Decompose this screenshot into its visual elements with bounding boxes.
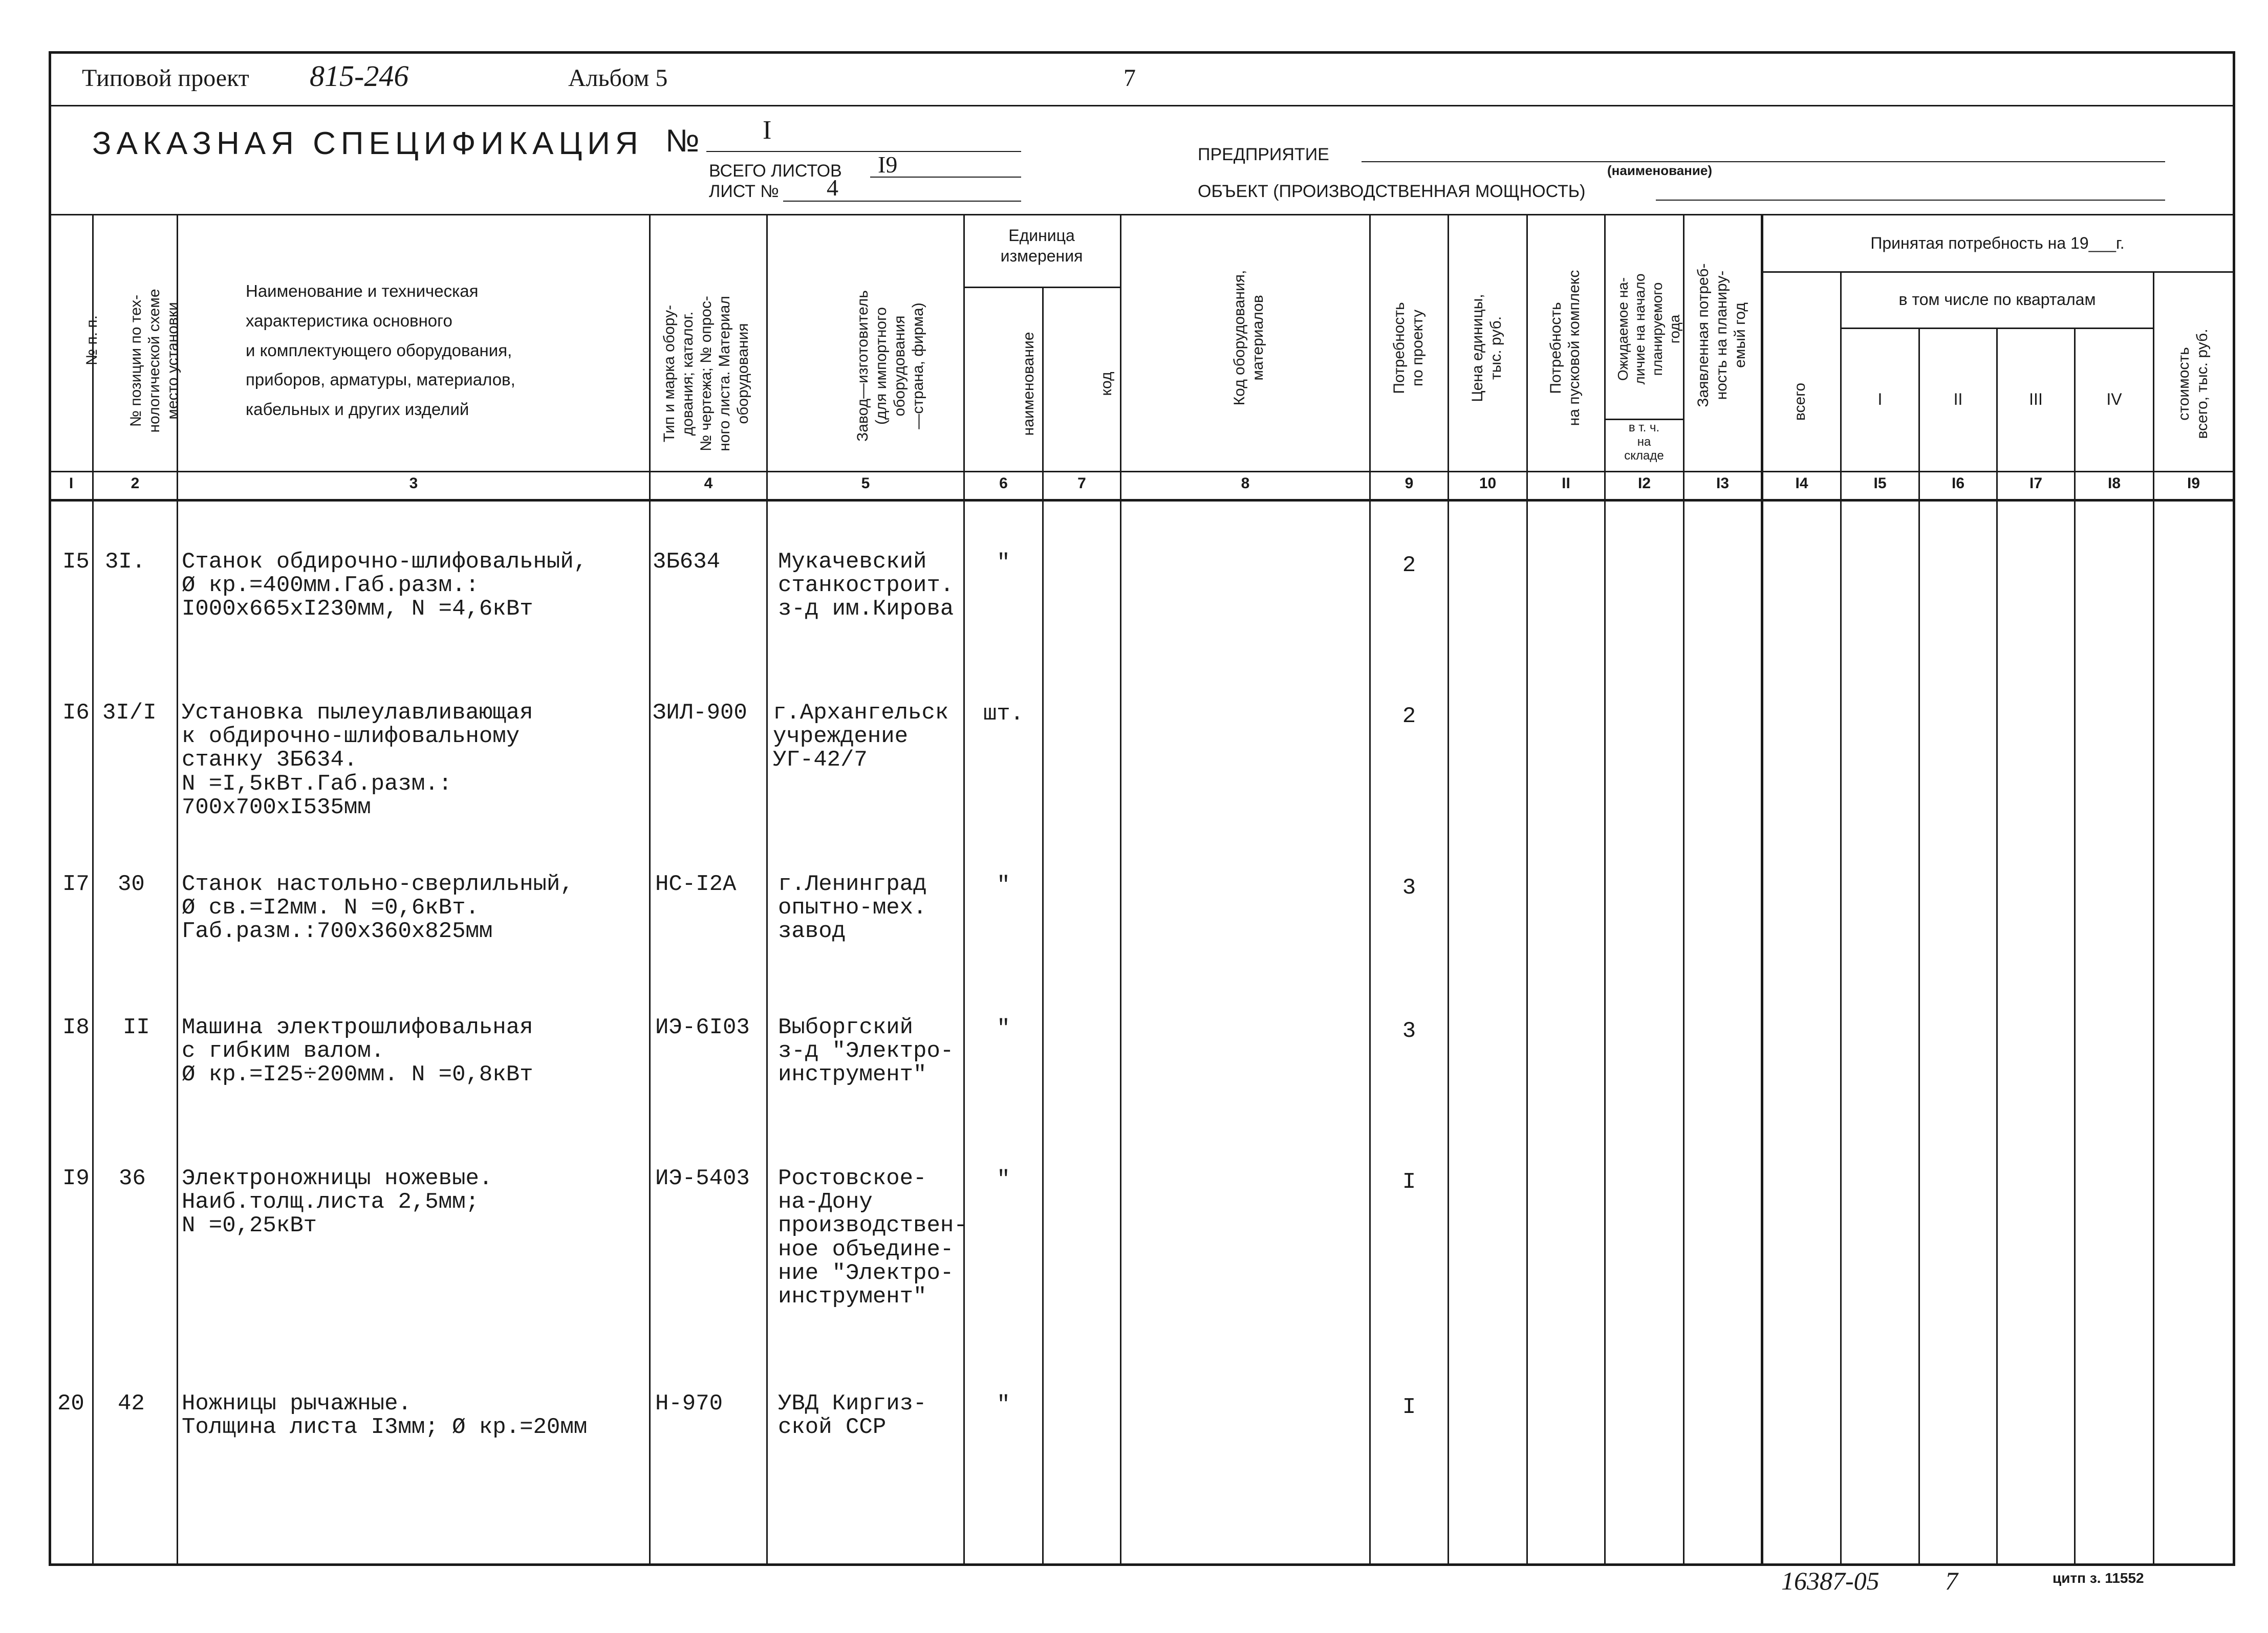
- col-header-type: Тип и марка обору- дования; каталог. № чертежа; № опрос- ного листа. Материал оборудования: [661, 296, 751, 451]
- col-header-unit-name: наименование: [1020, 332, 1037, 436]
- total-sheets-label: ВСЕГО ЛИСТОВ: [709, 161, 842, 181]
- row-type: 3Б634: [653, 549, 721, 575]
- project-number: 815-246: [310, 59, 409, 93]
- row-unit: ": [997, 873, 1010, 898]
- col-header-name: Наименование и техническая характеристика основного и комплектующего оборудования, приборов, арматуры, материалов, кабельных и других изделий: [246, 281, 515, 419]
- row-pp: I9: [62, 1166, 90, 1191]
- colnum-2: 2: [131, 475, 140, 492]
- row-qty: 2: [1402, 553, 1416, 578]
- object-underline: [1656, 200, 2165, 201]
- col-line-15: [1918, 328, 1920, 1563]
- colnum-13: I3: [1716, 475, 1730, 492]
- colnum-3: 3: [409, 475, 418, 492]
- row-unit: ": [997, 1016, 1010, 1041]
- row-maker: г.Архангельск учреждение УГ-42/7: [773, 700, 949, 773]
- accepted-subheader-line: [1761, 271, 2233, 273]
- frame-left: [49, 51, 51, 1566]
- col-line-17: [2074, 328, 2076, 1563]
- total-sheets-value: I9: [878, 151, 898, 178]
- colnum-19: I9: [2187, 475, 2200, 492]
- footer-doc-number: 16387-05: [1781, 1566, 1880, 1595]
- row-maker: Мукачевский станкостроит. з-д им.Кирова: [778, 549, 954, 622]
- title-block-divider: [49, 214, 2234, 215]
- colnum-18: I8: [2107, 475, 2121, 492]
- object-label: ОБЪЕКТ (ПРОИЗВОДСТВЕННАЯ МОЩНОСТЬ): [1198, 182, 1586, 201]
- footer-page-number: 7: [1945, 1566, 1958, 1595]
- row-position: 42: [118, 1391, 145, 1417]
- colnum-5: 5: [861, 475, 870, 492]
- colnum-4: 4: [704, 475, 713, 492]
- colnum-10: 10: [1479, 475, 1497, 492]
- page-number-top: 7: [1124, 64, 1136, 92]
- col-header-unit-price: Цена единицы, тыс. руб.: [1469, 294, 1504, 402]
- row-name: Станок обдирочно-шлифовальный, Ø кр.=400мм.Габ.разм.: I000x665xI230мм, N =4,6кВт: [182, 549, 588, 622]
- colnum-12: I2: [1637, 475, 1651, 492]
- row-qty: 3: [1402, 1018, 1416, 1044]
- col-header-q1: I: [1877, 390, 1883, 408]
- row-unit: ": [997, 550, 1010, 576]
- row-pp: I7: [62, 872, 90, 897]
- row-position: 3I.: [105, 549, 146, 575]
- row-name: Машина электрошлифовальная с гибким валом. Ø кр.=I25÷200мм. N =0,8кВт: [182, 1015, 533, 1088]
- sheet-value: 4: [827, 175, 838, 201]
- colnum-7: 7: [1077, 475, 1086, 492]
- col-line-16: [1996, 328, 1998, 1563]
- col-line-18: [2153, 271, 2154, 1563]
- top-strip-divider: [49, 105, 2234, 106]
- row-type: ИЭ-6I03: [655, 1015, 750, 1040]
- row-maker: Ростовское- на-Дону производствен- ное объедине- ние "Электро- инструмент": [778, 1166, 967, 1310]
- spec-no-value: I: [763, 116, 772, 145]
- row-unit: ": [997, 1392, 1010, 1418]
- col-line-10: [1526, 214, 1528, 1563]
- colnum-17: I7: [2029, 475, 2043, 492]
- row-name: Ножницы рычажные. Толщина листа I3мм; Ø кр.=20мм: [182, 1391, 588, 1441]
- col-header-position: № позиции по тех- нологической схеме место установки: [127, 289, 181, 433]
- naming-caption: (наименование): [1607, 163, 1712, 178]
- col-line-11: [1604, 214, 1606, 1563]
- frame-bottom: [49, 1563, 2234, 1566]
- col-header-project-need: Потребность по проекту: [1391, 302, 1426, 394]
- row-name: Установка пылеулавливающая к обдирочно-шлифовальному станку 3Б634. N =I,5кВт.Габ.разм.: 700x700xI535мм: [182, 700, 533, 820]
- spec-no-label: №: [665, 123, 700, 159]
- footer-stamp: цитп з. 11552: [2053, 1570, 2144, 1586]
- row-unit: шт.: [983, 701, 1024, 727]
- col-header-q3: III: [2029, 390, 2043, 408]
- sheet-label: ЛИСТ №: [709, 182, 779, 201]
- colnum-14: I4: [1795, 475, 1808, 492]
- col-header-q2: II: [1953, 390, 1963, 408]
- album-label: Альбом 5: [568, 64, 668, 92]
- col-header-total: всего: [1791, 382, 1808, 421]
- row-pp: I6: [62, 700, 90, 726]
- row-position: 3I/I: [102, 700, 157, 726]
- row-unit: ": [997, 1167, 1010, 1192]
- colnum-15: I5: [1873, 475, 1887, 492]
- project-label: Типовой проект: [82, 64, 249, 92]
- header-bottom-line: [49, 471, 2234, 472]
- col-line-13: [1761, 214, 1763, 1563]
- col-line-9: [1448, 214, 1449, 1563]
- col-header-warehouse: в т. ч. на складе: [1624, 421, 1664, 463]
- col-header-q4: IV: [2106, 390, 2122, 408]
- numbers-row-bottom-line: [49, 499, 2234, 502]
- col-header-cost: стоимость всего, тыс. руб.: [2175, 329, 2211, 439]
- col-header-launch-need: Потребность на пусковой комплекс: [1547, 270, 1583, 426]
- row-qty: 2: [1402, 704, 1416, 729]
- spec-no-underline: [706, 151, 1021, 152]
- col-header-equipment-code: Код оборудования, материалов: [1231, 270, 1266, 406]
- col-header-quarters: в том числе по кварталам: [1898, 290, 2096, 309]
- row-position: 30: [118, 872, 145, 897]
- row-type: ИЭ-5403: [655, 1166, 750, 1191]
- row-pp: I8: [62, 1015, 90, 1040]
- col-header-accepted: Принятая потребность на 19___г.: [1870, 234, 2125, 252]
- row-qty: 3: [1402, 875, 1416, 901]
- row-qty: I: [1402, 1395, 1416, 1420]
- sheet-underline: [783, 201, 1021, 202]
- colnum-6: 6: [999, 475, 1008, 492]
- colnum-8: 8: [1241, 475, 1250, 492]
- col-header-pp: № п. п.: [83, 315, 100, 366]
- row-type: ЗИЛ-900: [653, 700, 747, 726]
- total-sheets-underline: [870, 177, 1021, 178]
- row-name: Станок настольно-сверлильный, Ø св.=I2мм. N =0,6кВт. Габ.разм.:700x360x825мм: [182, 872, 574, 945]
- col-line-4: [766, 214, 768, 1563]
- enterprise-underline: [1362, 161, 2165, 162]
- col-header-expected: Ожидаемое на- личие на начало планируемого года: [1614, 273, 1682, 385]
- colnum-16: I6: [1951, 475, 1965, 492]
- row-maker: г.Ленинград опытно-мех. завод: [778, 872, 927, 945]
- frame-top: [49, 51, 2234, 54]
- row-type: НС-I2А: [655, 872, 737, 897]
- colnum-1: I: [69, 475, 74, 492]
- row-pp: 20: [57, 1391, 84, 1417]
- row-type: Н-970: [655, 1391, 723, 1417]
- row-pp: I5: [62, 549, 90, 575]
- quarters-subheader-line: [1840, 328, 2153, 329]
- frame-right: [2233, 51, 2235, 1566]
- colnum-11: II: [1562, 475, 1570, 492]
- enterprise-label: ПРЕДПРИЯТИЕ: [1198, 145, 1329, 164]
- col-header-unit-code: код: [1098, 372, 1115, 396]
- row-position: II: [123, 1015, 150, 1040]
- col-header-unit: Единица измерения: [1000, 226, 1083, 265]
- col-header-declared: Заявленная потреб- ность на планиру- емый год: [1695, 263, 1748, 407]
- row-position: 36: [119, 1166, 146, 1191]
- row-qty: I: [1402, 1169, 1416, 1195]
- spec-title: ЗАКАЗНАЯ СПЕЦИФИКАЦИЯ: [92, 126, 643, 161]
- colnum-9: 9: [1405, 475, 1414, 492]
- row-maker: УВД Киргиз- ской ССР: [778, 1391, 927, 1441]
- col-header-maker: Завод—изготовитель (для импортного оборудования —страна, фирма): [854, 290, 926, 442]
- row-name: Электроножницы ножевые. Наиб.толщ.листа 2,5мм; N =0,25кВт: [182, 1166, 493, 1239]
- row-maker: Выборгский з-д "Электро- инструмент": [778, 1015, 954, 1088]
- col-line-14: [1840, 271, 1842, 1563]
- unit-subheader-line: [963, 287, 1120, 288]
